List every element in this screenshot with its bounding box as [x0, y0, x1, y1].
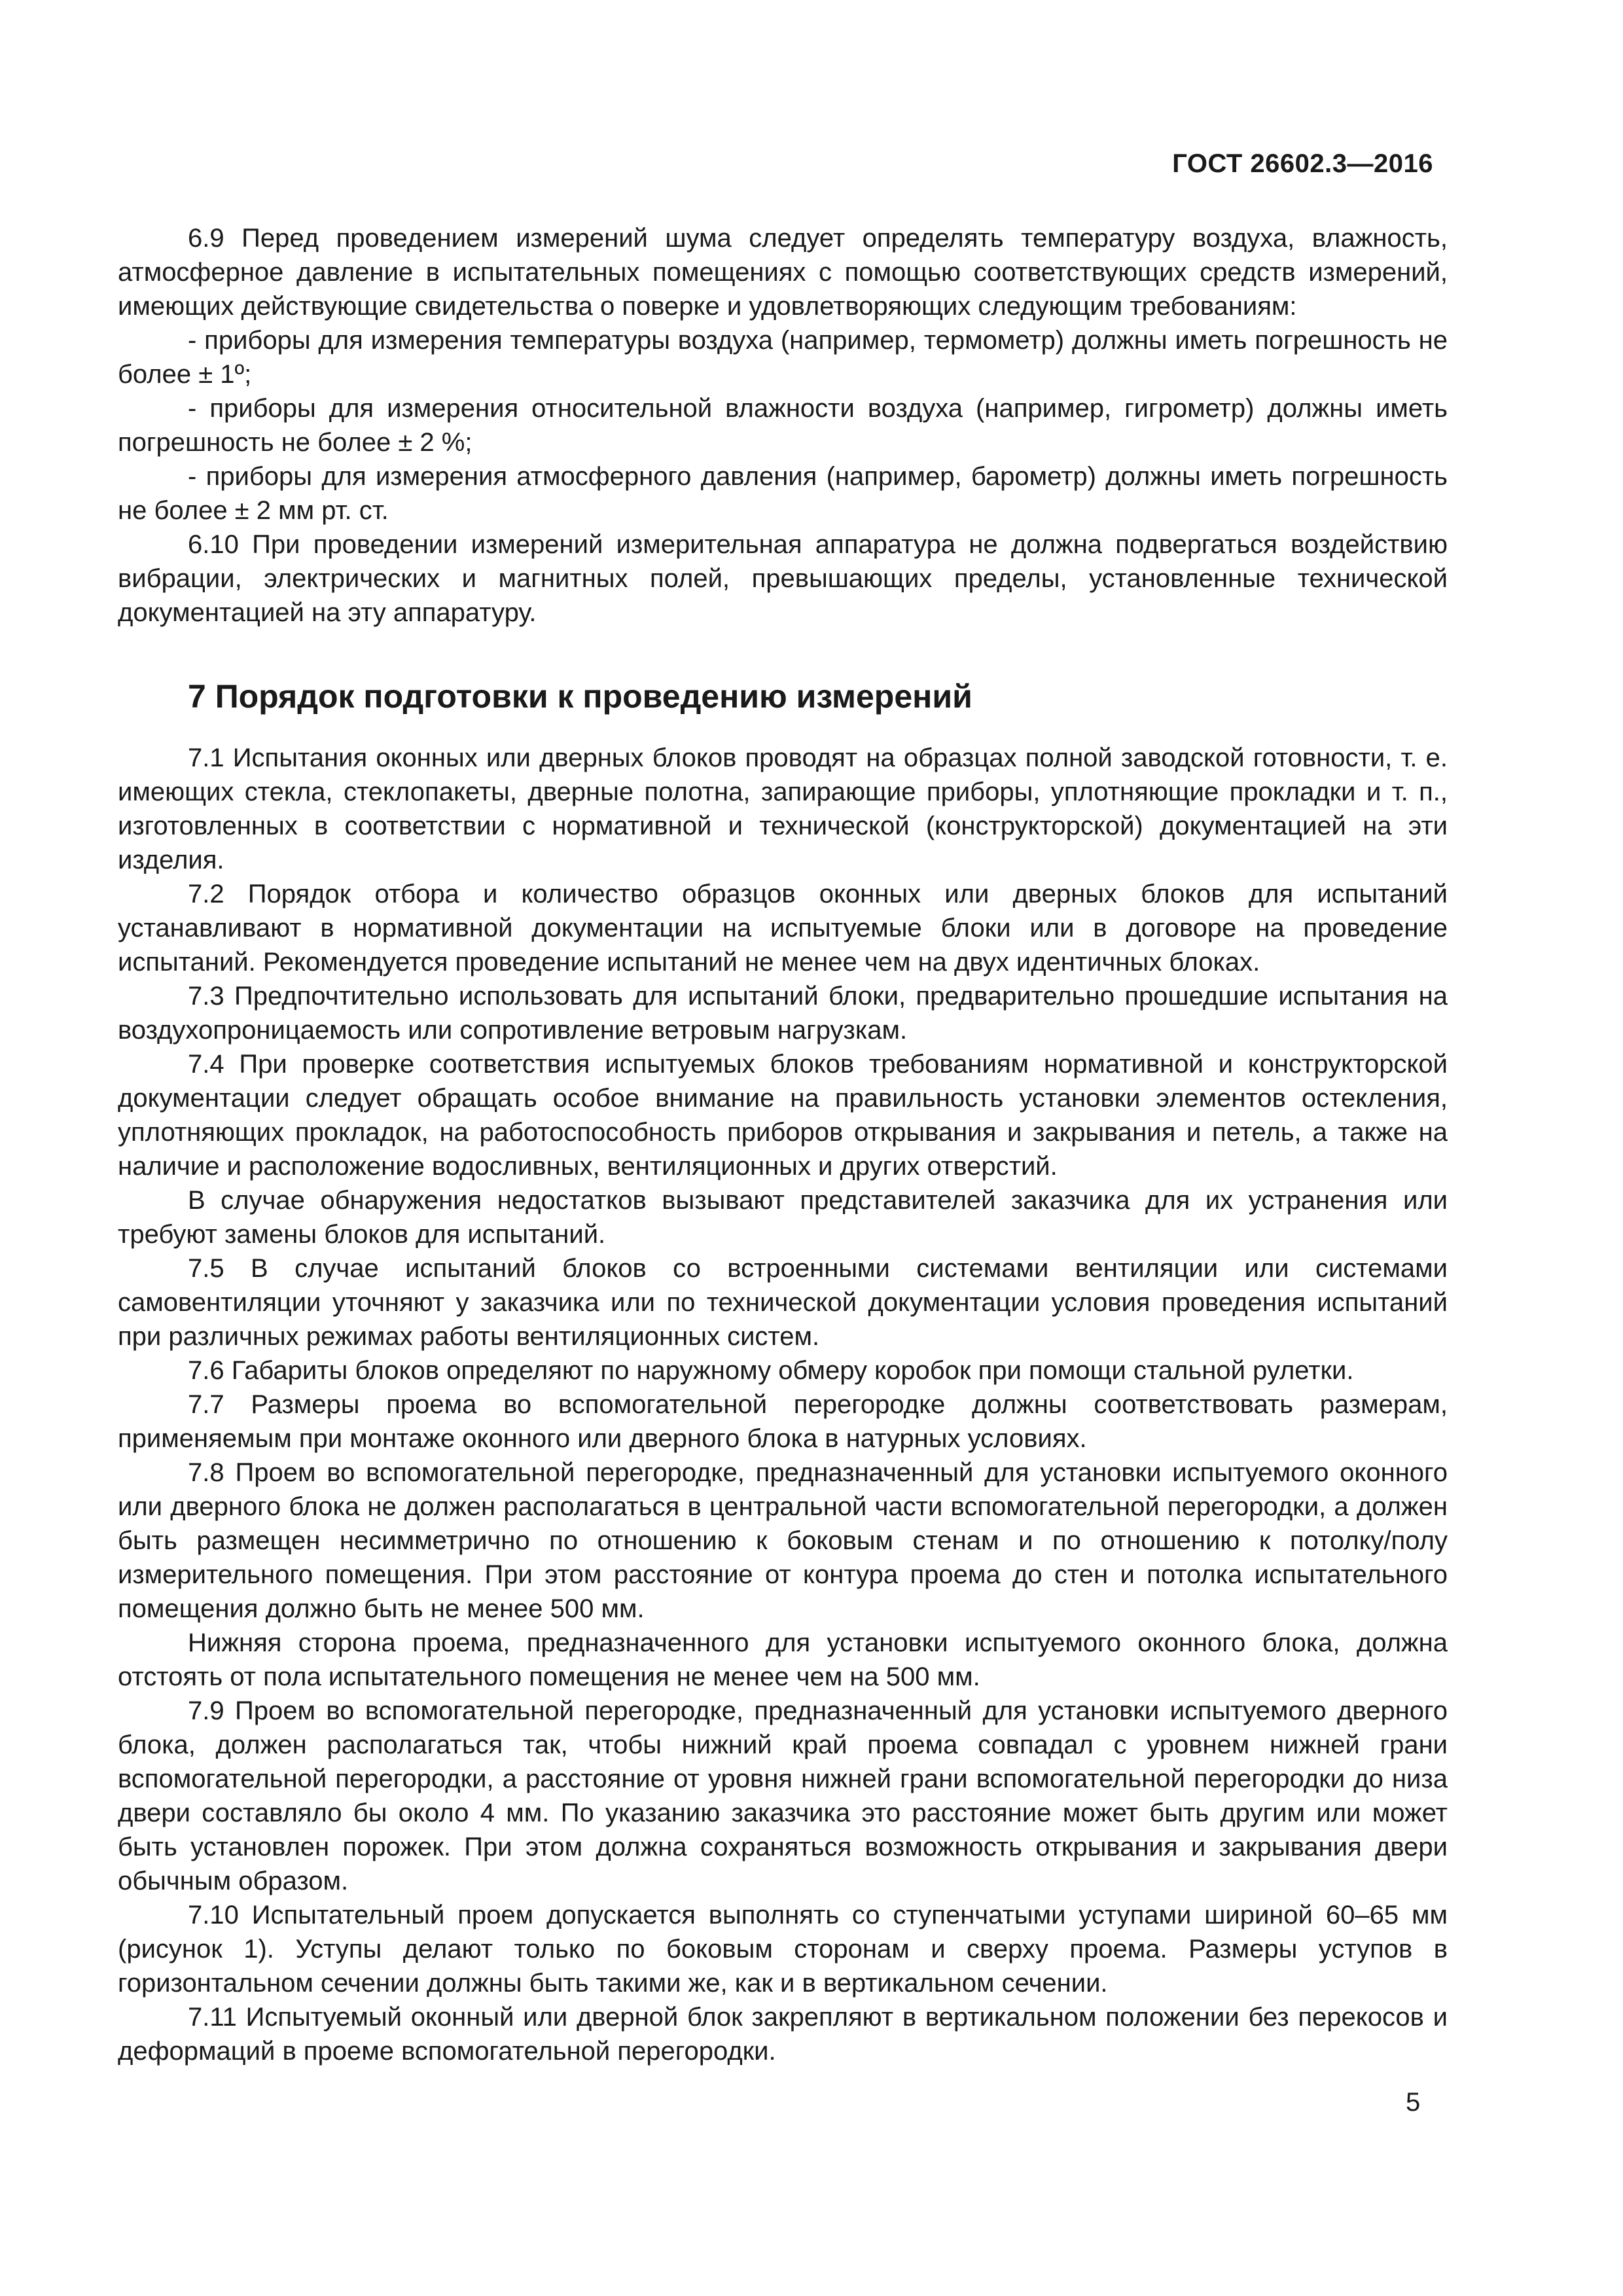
paragraph: 7.7 Размеры проема во вспомогательной перегородке должны соответствовать размерам, применяемым при монтаже оконного или дверного блока в натурных условиях.: [118, 1390, 1448, 1453]
paragraph: 7.11 Испытуемый оконный или дверной блок закрепляют в вертикальном положении без перекосов и деформаций в проеме вспомогательной перегородки.: [118, 2003, 1448, 2066]
paragraph: 7.8 Проем во вспомогательной перегородке, предназначенный для установки испытуемого оконного или дверного блока не должен располагаться в центральной части вспомогательной перегородки, а должен быть размещен несимметрично по отношению к боковым стенам и по отношению к потолку/полу измерительного помещения. При этом расстояние от контура проема до стен и потолка испытательного помещения должно быть не менее 500 мм.: [118, 1458, 1448, 1623]
paragraph: - приборы для измерения атмосферного давления (например, барометр) должны иметь погрешность не более ± 2 мм рт. ст.: [118, 462, 1448, 525]
paragraph: Нижняя сторона проема, предназначенного для установки испытуемого оконного блока, должна отстоять от пола испытательного помещения не менее чем на 500 мм.: [118, 1628, 1448, 1691]
paragraph: 7.9 Проем во вспомогательной перегородке, предназначенный для установки испытуемого дверного блока, должен располагаться так, чтобы нижний край проема совпадал с уровнем нижней грани вспомогательной перегородки, а расстояние от уровня нижней грани вспомогательной перегородки до низа двери составляло бы около 4 мм. По указанию заказчика это расстояние может быть другим или может быть установлен порожек. При этом должна сохраняться возможность открывания и закрывания двери обычным образом.: [118, 1696, 1448, 1895]
paragraph: 6.10 При проведении измерений измерительная аппаратура не должна подвергаться воздействию вибрации, электрических и магнитных полей, превышающих пределы, установленные технической документацией на эту аппаратуру.: [118, 530, 1448, 627]
paragraph: 7.3 Предпочтительно использовать для испытаний блоки, предварительно прошедшие испытания на воздухопроницаемость или сопротивление ветровым нагрузкам.: [118, 982, 1448, 1045]
document-body: [118, 221, 1448, 2068]
paragraph: 7.6 Габариты блоков определяют по наружному обмеру коробок при помощи стальной рулетки.: [188, 1356, 1354, 1385]
paragraph: 7.4 При проверке соответствия испытуемых блоков требованиям нормативной и конструкторской документации следует обращать особое внимание на правильность установки элементов остекления, уплотняющих прокладок, на работоспособность приборов открывания и закрывания и петель, а также на наличие и расположение водосливных, вентиляционных и других отверстий.: [118, 1050, 1448, 1181]
section-heading: 7 Порядок подготовки к проведению измерений: [188, 678, 972, 715]
paragraph: 6.9 Перед проведением измерений шума следует определять температуру воздуха, влажность, атмосферное давление в испытательных помещениях с помощью соответствующих средств измерений, имеющих действующие свидетельства о поверке и удовлетворяющих следующим требованиям:: [118, 224, 1448, 321]
paragraph: 7.2 Порядок отбора и количество образцов оконных или дверных блоков для испытаний устанавливают в нормативной документации на испытуемые блоки или в договоре на проведение испытаний. Рекомендуется проведение испытаний не менее чем на двух идентичных блоках.: [118, 880, 1448, 977]
page-number: 5: [1406, 2088, 1421, 2117]
paragraph: В случае обнаружения недостатков вызывают представителей заказчика для их устранения или требуют замены блоков для испытаний.: [118, 1186, 1448, 1249]
paragraph: 7.5 В случае испытаний блоков со встроенными системами вентиляции или системами самовентиляции уточняют у заказчика или по технической документации условия проведения испытаний при различных режимах работы вентиляционных систем.: [118, 1254, 1448, 1351]
paragraph: - приборы для измерения относительной влажности воздуха (например, гигрометр) должны иметь погрешность не более ± 2 %;: [118, 394, 1448, 457]
paragraph: 7.10 Испытательный проем допускается выполнять со ступенчатыми уступами шириной 60–65 мм (рисунок 1). Уступы делают только по боковым сторонам и сверху проема. Размеры уступов в горизонтальном сечении должны быть такими же, как и в вертикальном сечении.: [118, 1901, 1448, 1998]
paragraph: 7.1 Испытания оконных или дверных блоков проводят на образцах полной заводской готовности, т. е. имеющих стекла, стеклопакеты, дверные полотна, запирающие приборы, уплотняющие прокладки и т. п., изготовленных в соответствии с нормативной и технической (конструкторской) документацией на эти изделия.: [118, 744, 1448, 874]
paragraph: - приборы для измерения температуры воздуха (например, термометр) должны иметь погрешность не более ± 1º;: [118, 326, 1448, 389]
document-header: ГОСТ 26602.3—2016: [1172, 149, 1433, 178]
